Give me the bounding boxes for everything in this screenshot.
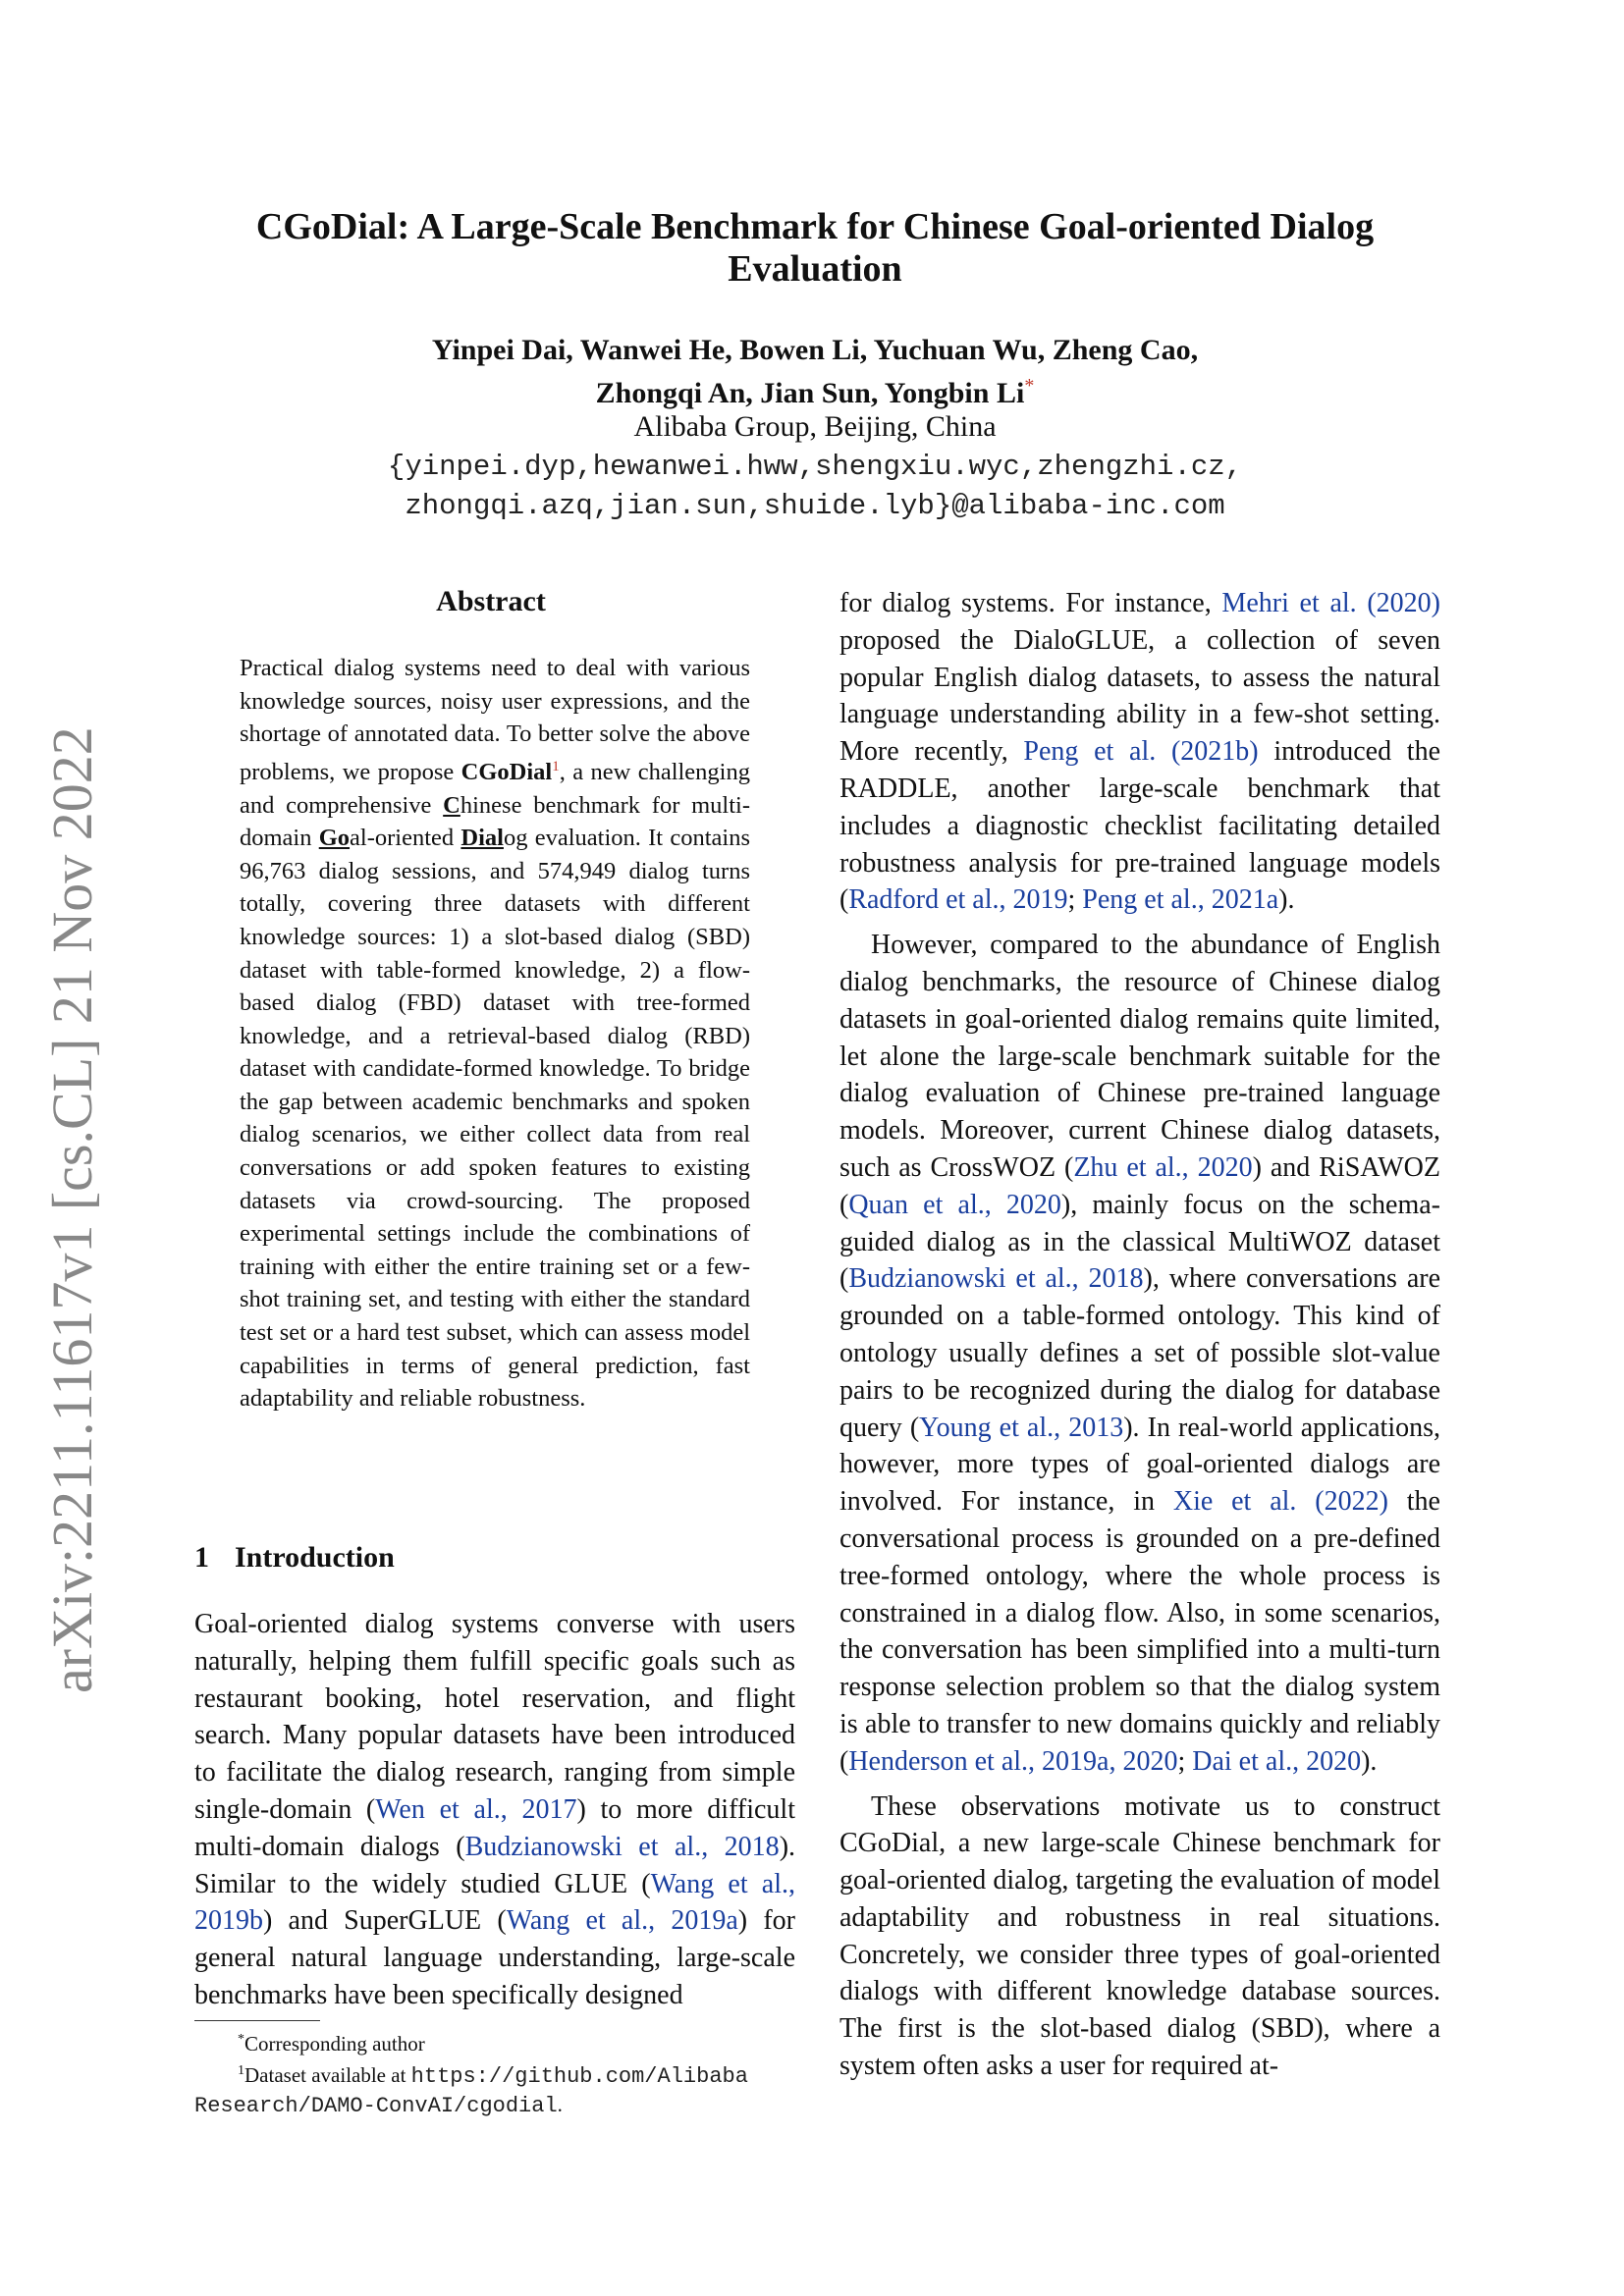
abstract-text-5: og evaluation. It contains 96,763 dialog sessions, and 574,949 dialog turns totally, covering three datasets with different knowledge sources: 1) a slot-based dialog (SBD) dataset with table-formed knowledge, 2) a flow-based dialog (FBD) dataset with tree-formed knowledge, and a retrieval-based dialog (RBD) dataset with candidate-formed knowledge. To bridge the gap between academic benchmarks and spoken dialog scenarios, we either collect data from real conversations or add spoken features to existing datasets via crowd-sourcing. The proposed experimental settings include the combinations of training with either the entire training set or a few-shot training set, and testing with either the standard test set or a hard test subset, which can assess model capabilities in terms of general prediction, fast adaptability and reliable robustness. bbox=[240, 825, 750, 1413]
citation-link[interactable]: Wang et al., 2019b bbox=[194, 1868, 795, 1937]
citation-link[interactable]: Budzianowski et al., 2018 bbox=[848, 1263, 1144, 1295]
author-list bbox=[177, 332, 1453, 411]
footnote-text: Dataset available at bbox=[244, 2063, 411, 2087]
footnote-text: . bbox=[557, 2093, 563, 2116]
section-number: 1 bbox=[194, 1541, 209, 1574]
footnotes bbox=[194, 2026, 823, 2120]
body-text: introduced the RADDLE, another large-scale benchmark that includes a diagnostic checklist facilitating detailed robustness analysis for pre-trained language models ( bbox=[839, 736, 1440, 916]
abstract-text-4: al-oriented bbox=[350, 825, 461, 852]
citation-link[interactable]: Henderson et al., 2019a, 2020 bbox=[848, 1745, 1178, 1777]
benchmark-name: CGoDial bbox=[460, 758, 553, 785]
footnote-mark-1[interactable]: 1 bbox=[552, 758, 560, 774]
arxiv-stamp: arXiv:2211.11617v1 [cs.CL] 21 Nov 2022 bbox=[40, 726, 104, 1693]
intro-text: ) and SuperGLUE ( bbox=[263, 1905, 507, 1937]
citation-link[interactable]: Zhu et al., 2020 bbox=[1073, 1151, 1253, 1183]
body-text: ; bbox=[1177, 1745, 1193, 1777]
abstract-text-2: , a new challenging and comprehensive bbox=[240, 758, 750, 819]
intro-text: ) for general natural language understanding, large-scale benchmarks have been specifically designed bbox=[194, 1905, 795, 2010]
intro-text: ) to more difficult multi-domain dialogs ( bbox=[194, 1793, 795, 1862]
abstract-body bbox=[240, 652, 750, 1415]
footnote-dataset bbox=[194, 2057, 823, 2120]
authors-line-2 bbox=[177, 368, 1453, 411]
abstract-text-1: Practical dialog systems need to deal with various knowledge sources, noisy user expressions, and the shortage of annotated data. To better solve the above problems, we propose bbox=[240, 655, 750, 785]
affiliation: Alibaba Group, Beijing, China bbox=[633, 410, 997, 443]
paragraph-motivation: These observations motivate us to construct CGoDial, a new large-scale Chinese benchmark for goal-oriented dialog, targeting the evaluation of model adaptability and robustness in real situations. Concretely, we consider three types of goal-oriented dialogs with different knowledge database sources. The first is the slot-based dialog (SBD), where a system often asks a user for required at- bbox=[839, 1790, 1440, 2082]
body-text: ), mainly focus on the schema-guided dialog as in the classical MultiWOZ dataset ( bbox=[839, 1189, 1440, 1295]
section-heading-introduction bbox=[194, 1541, 420, 1575]
introduction-paragraph-1 bbox=[194, 1606, 795, 2014]
citation-link[interactable]: Wen et al., 2017 bbox=[375, 1793, 577, 1825]
citation-link[interactable]: Dai et al., 2020 bbox=[1192, 1745, 1362, 1777]
footnote-number: 1 bbox=[238, 2063, 244, 2078]
body-text: ). In real-world applications, however, more types of goal-oriented dialogs are involved. For instance, in bbox=[839, 1412, 1440, 1518]
abstract-text-3: hinese benchmark for multi-domain bbox=[240, 791, 750, 852]
acronym-dial: Dial bbox=[460, 825, 504, 852]
abstract-heading: Abstract bbox=[436, 585, 546, 617]
acronym-go: Go bbox=[318, 825, 351, 852]
citation-link[interactable]: Peng et al., 2021a bbox=[1082, 884, 1279, 916]
emails-line-1: {yinpei.dyp,hewanwei.hww,shengxiu.wyc,zhengzhi.cz, bbox=[387, 451, 1243, 483]
citation-link[interactable]: Wang et al., 2019a bbox=[506, 1905, 738, 1937]
body-text: the conversational process is grounded on a pre-defined tree-formed ontology, where the whole process is constrained in a dialog flow. Also, in some scenarios, the conversation has been simplified into a multi-turn response selection problem so that the dialog system is able to transfer to new domains quickly and reliably ( bbox=[839, 1486, 1440, 1777]
emails-line-2: zhongqi.azq,jian.sun,shuide.lyb}@alibaba-inc.com bbox=[405, 490, 1225, 522]
footnote-corresponding bbox=[194, 2026, 823, 2057]
paragraph-benchmarks bbox=[839, 585, 1440, 919]
right-column bbox=[839, 585, 1440, 2093]
footnote-rule bbox=[194, 2020, 320, 2021]
body-text: proposed the DialoGLUE, a collection of seven popular English dialog datasets, to assess the natural language understanding ability in a few-shot setting. More recently, bbox=[839, 624, 1440, 768]
acronym-c: C bbox=[443, 791, 460, 819]
body-text: However, compared to the abundance of English dialog benchmarks, the resource of Chinese dialog datasets in goal-oriented dialog remains quite limited, let alone the large-scale benchmark suitable for the dialog evaluation of Chinese pre-trained language models. Moreover, current Chinese dialog datasets, such as CrossWOZ ( bbox=[839, 930, 1440, 1183]
citation-link[interactable]: Quan et al., 2020 bbox=[848, 1189, 1061, 1220]
dataset-url[interactable]: https://github.com/Alibaba bbox=[410, 2064, 748, 2089]
author-emails bbox=[177, 448, 1453, 526]
authors-line-1: Yinpei Dai, Wanwei He, Bowen Li, Yuchuan Wu, Zheng Cao, bbox=[431, 334, 1199, 366]
body-text: for dialog systems. For instance, bbox=[839, 588, 1222, 618]
dataset-url-cont[interactable]: Research/DAMO-ConvAI/cgodial bbox=[194, 2094, 558, 2118]
body-text: ). bbox=[1278, 884, 1295, 916]
citation-link[interactable]: Mehri et al. (2020) bbox=[1221, 588, 1440, 618]
authors-line-2-text: Zhongqi An, Jian Sun, Yongbin Li bbox=[595, 377, 1025, 409]
body-text: ) and RiSAWOZ ( bbox=[839, 1151, 1440, 1220]
footnote-text: Corresponding author bbox=[244, 2032, 425, 2056]
citation-link[interactable]: Radford et al., 2019 bbox=[848, 884, 1068, 916]
body-text: ). bbox=[1361, 1745, 1378, 1777]
body-text: ; bbox=[1067, 884, 1083, 916]
paragraph-chinese-datasets bbox=[839, 927, 1440, 1780]
intro-text: Goal-oriented dialog systems converse with users naturally, helping them fulfill specific goals such as restaurant booking, hotel reservation, and flight search. Many popular datasets have been introduced to facilitate the dialog research, ranging from simple single-domain ( bbox=[194, 1609, 795, 1825]
body-text: ), where conversations are grounded on a table-formed ontology. This kind of ontology usually defines a set of possible slot-value pairs to be recognized during the dialog for database query ( bbox=[839, 1263, 1440, 1443]
citation-link[interactable]: Young et al., 2013 bbox=[919, 1412, 1124, 1443]
citation-link[interactable]: Peng et al. (2021b) bbox=[1023, 736, 1259, 768]
section-title: Introduction bbox=[235, 1541, 395, 1574]
paper-title: CGoDial: A Large-Scale Benchmark for Chinese Goal-oriented Dialog Evaluation bbox=[255, 206, 1375, 290]
footnote-star: * bbox=[238, 2032, 244, 2047]
citation-link[interactable]: Budzianowski et al., 2018 bbox=[464, 1831, 780, 1862]
citation-link[interactable]: Xie et al. (2022) bbox=[1172, 1486, 1388, 1518]
intro-text: ). Similar to the widely studied GLUE ( bbox=[194, 1831, 796, 1899]
corresponding-mark: * bbox=[1024, 375, 1035, 397]
